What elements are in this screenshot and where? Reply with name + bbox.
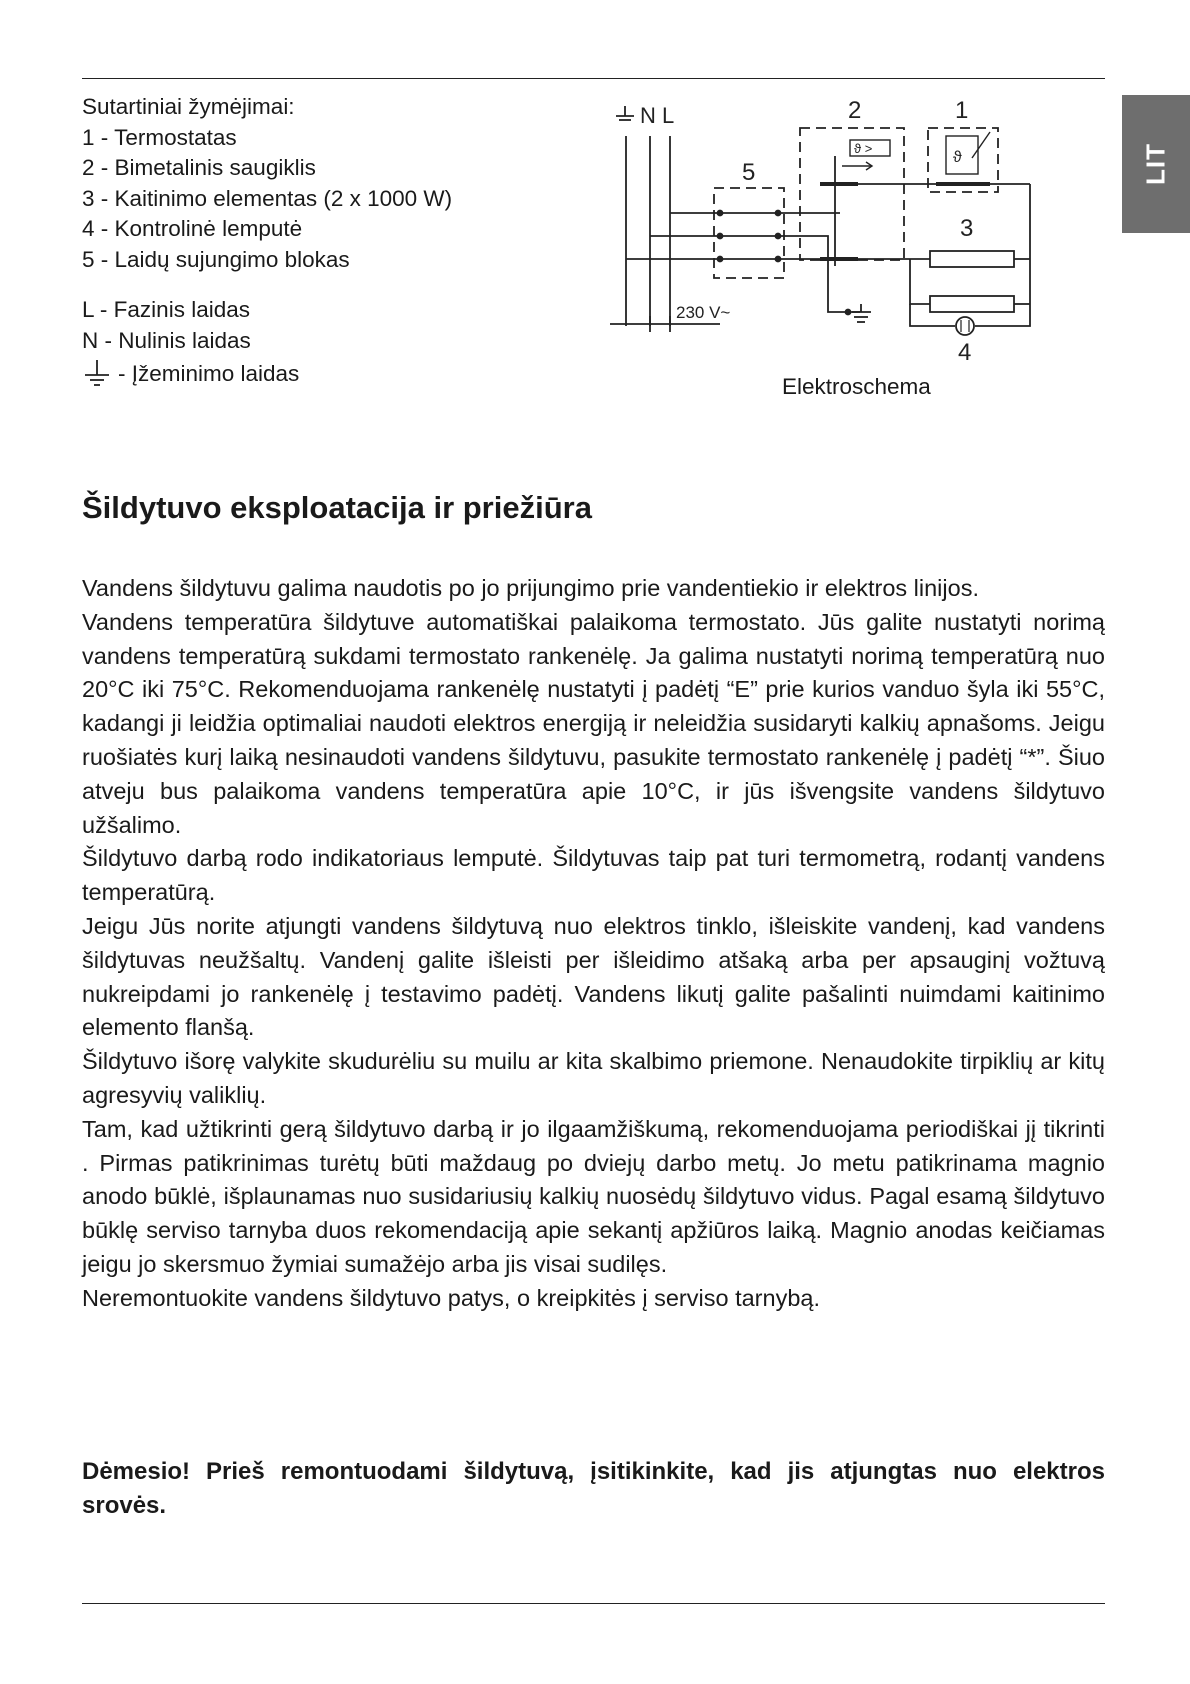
bimetal-fuse-block [800, 128, 904, 260]
label-4: 4 [958, 339, 972, 366]
legend-title: Sutartiniai žymėjimai: [82, 94, 295, 119]
paragraph: Vandens šildytuvu galima naudotis po jo prijungimo prie vandentiekio ir elektros linijos. [82, 575, 979, 601]
label-2: 2 [848, 97, 862, 124]
paragraph: Šildytuvo išorę valykite skudurėliu su muilu ar kita skalbimo priemone. Nenaudokite tirpiklių ar kitų agresyvių valiklių. [82, 1048, 1105, 1108]
paragraph: Jeigu Jūs norite atjungti vandens šildytuvą nuo elektros tinklo, išleiskite vandenį, kad vandens šildytuvas neužšaltų. Vandenį galite išleisti per išleidimo atšaką arba per apsauginį vožtuvą nukreipdami jo rankenėlę į testavimo padėtį. Vandens likutį galite pašalinti nuimdami kaitinimo elemento flanšą. [82, 912, 1105, 1041]
indicator-lamp-icon [956, 317, 974, 335]
voltage-label: 230 V~ [676, 303, 731, 322]
legend-wire: L - Fazinis laidas [82, 297, 250, 322]
legend-item: 1 - Termostatas [82, 124, 237, 150]
legend-item: 4 - Kontrolinė lemputė [82, 216, 303, 241]
heating-element [930, 296, 1014, 312]
paragraph: Vandens temperatūra šildytuve automatiškai palaikoma termostato. Jūs galite nustatyti norimą vandens temperatūrą sukdami termostato rankenėlę. Ja galima nustatyti norimą temperatūrą nuo 20°C iki 75°C. Rekomenduojama rankenėlę nustatyti į padėtį “E” prie kurios vanduo šyla iki 55°C, kadangi ji leidžia optimaliai naudoti elektros energiją ir neleidžia susidaryti kalkių apnašoms. Jeigu ruošiatės kurį laiką nesinaudoti vandens šildytuvu, pasukite termostato rankenėlę į padėtį “*”. Šiuo atveju bus palaikoma vandens temperatūra apie 10°C, ir jūs išvengsite vandens šildytuvo užšalimo. [82, 608, 1105, 838]
terminal-block [714, 188, 784, 278]
legend [82, 92, 452, 390]
label-5: 5 [742, 159, 756, 186]
warning-note: Dėmesio! Prieš remontuodami šildytuvą, įsitikinkite, kad jis atjungtas nuo elektros srovės. [82, 1458, 1105, 1519]
svg-text:ϑ: ϑ [953, 149, 962, 166]
schematic-caption: Elektroschema [782, 374, 931, 399]
legend-item: 2 - Bimetalinis saugiklis [82, 155, 316, 180]
body-text [82, 572, 1105, 1316]
section-heading: Šildytuvo eksploatacija ir priežiūra [82, 490, 592, 525]
paragraph: Neremontuokite vandens šildytuvo patys, o kreipkitės į serviso tarnybą. [82, 1284, 820, 1311]
paragraph: Tam, kad užtikrinti gerą šildytuvo darbą ir jo ilgaamžiškumą, rekomenduojama periodiškai jį tikrinti . Pirmas patikrinimas turėtų būti maždaug po dviejų darbo metų. Jo metu patikrinama magnio anodo būklė, išplaunamas nuo susidariusių kalkių nuosėdų šildytuvo vidus. Pagal esamą šildytuvo būklę serviso tarnyba duos rekomendaciją apie sekantį apžiūros laiką. Magnio anodas keičiamas jeigu jo skersmuo žymiai sumažėjo arba jis visai sudilęs. [82, 1115, 1105, 1277]
legend-ground-label: - Įžeminimo laidas [118, 360, 300, 386]
ground-symbol-icon [851, 304, 871, 322]
wiring-schematic [610, 96, 1110, 366]
legend-spacer [82, 275, 452, 295]
paragraph: Šildytuvo darbą rodo indikatoriaus lemputė. Šildytuvas taip pat turi termometrą, rodantį vandens temperatūrą. [82, 845, 1105, 906]
label-3: 3 [960, 215, 974, 242]
svg-text:ϑ >: ϑ > [854, 141, 873, 156]
legend-item: 5 - Laidų sujungimo blokas [82, 246, 350, 272]
ground-symbol-icon [82, 358, 112, 390]
terminal-labels: N L [640, 103, 675, 128]
heating-element [930, 251, 1014, 267]
legend-wire: N - Nulinis laidas [82, 327, 251, 353]
ground-terminal-icon [616, 106, 634, 120]
bottom-rule [82, 1603, 1105, 1604]
language-tab-label: LIT [1140, 143, 1171, 185]
label-1: 1 [955, 97, 969, 124]
legend-item: 3 - Kaitinimo elementas (2 x 1000 W) [82, 185, 453, 211]
legend-ground-row [82, 358, 452, 390]
top-rule [82, 78, 1105, 79]
language-tab [1122, 95, 1190, 233]
